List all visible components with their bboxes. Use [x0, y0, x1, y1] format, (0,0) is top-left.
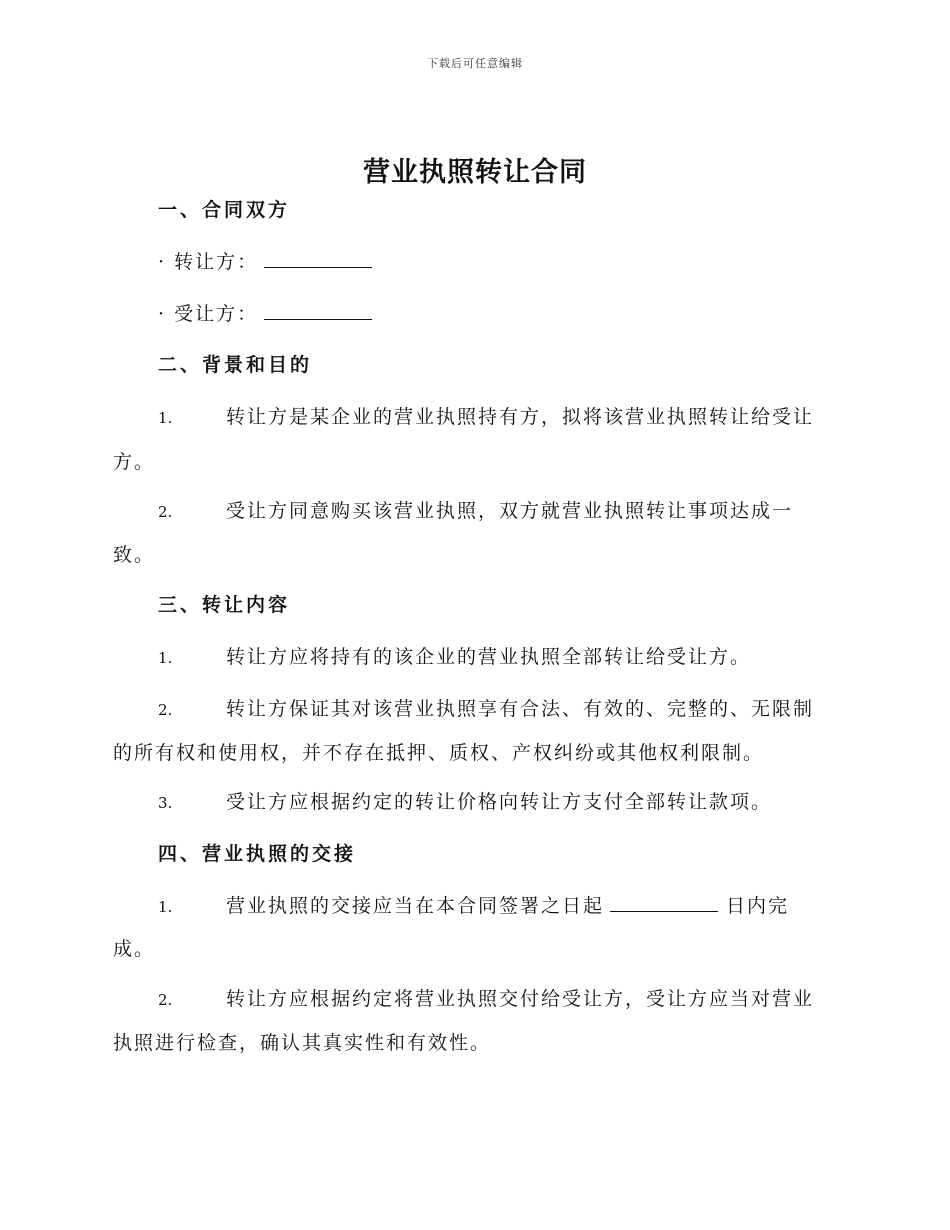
paragraph-continuation: 致。: [113, 544, 156, 566]
paragraph-continuation: 方。: [113, 451, 156, 473]
section-heading-background: 二、背景和目的: [158, 354, 313, 376]
section-heading-content: 三、转让内容: [158, 594, 291, 616]
transferee-label: · 受让方：: [158, 303, 259, 325]
item-number: 2.: [158, 503, 173, 521]
transferee-blank: [264, 301, 372, 320]
paragraph-continuation: 成。: [113, 938, 156, 960]
item-number: 3.: [158, 794, 173, 812]
transferor-blank: [264, 249, 372, 268]
days-blank: [610, 893, 718, 912]
handover-text-after: 日内完: [726, 895, 790, 917]
paragraph-continuation: 执照进行检查，确认其真实性和有效性。: [113, 1032, 492, 1054]
item-number: 2.: [158, 701, 173, 719]
paragraph-text: 转让方应将持有的该企业的营业执照全部转让给受让方。: [226, 646, 752, 668]
item-number: 1.: [158, 898, 173, 916]
paragraph-text: 受让方同意购买该营业执照，双方就营业执照转让事项达成一: [226, 500, 794, 522]
handover-text-before: 营业执照的交接应当在本合同签署之日起: [226, 895, 605, 917]
paragraph-text: [226, 893, 789, 919]
item-number: 2.: [158, 991, 173, 1009]
item-number: 1.: [158, 409, 173, 427]
transferor-label: · 转让方：: [158, 251, 259, 273]
paragraph-text: 受让方应根据约定的转让价格向转让方支付全部转让款项。: [226, 791, 773, 813]
item-number: 1.: [158, 649, 173, 667]
transferee-line: [158, 301, 372, 327]
paragraph-text: 转让方是某企业的营业执照持有方，拟将该营业执照转让给受让: [226, 406, 815, 428]
section-heading-handover: 四、营业执照的交接: [158, 843, 357, 865]
document-title: 营业执照转让合同: [363, 157, 587, 188]
section-heading-parties: 一、合同双方: [158, 199, 291, 221]
paragraph-continuation: 的所有权和使用权，并不存在抵押、质权、产权纠纷或其他权利限制。: [113, 742, 765, 764]
paragraph-text: 转让方应根据约定将营业执照交付给受让方，受让方应当对营业: [226, 988, 815, 1010]
transferor-line: [158, 249, 372, 275]
paragraph-text: 转让方保证其对该营业执照享有合法、有效的、完整的、无限制: [226, 698, 815, 720]
header-note: 下载后可任意编辑: [427, 57, 523, 70]
